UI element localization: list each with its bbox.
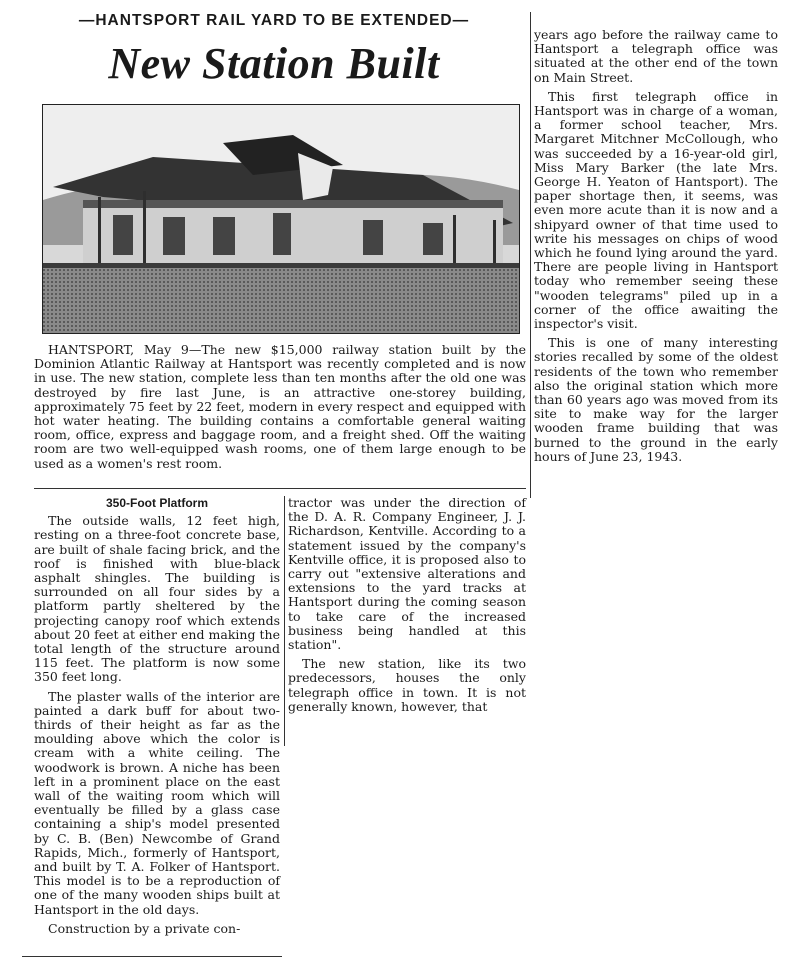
lede-text: HANTSPORT, May 9—The new $15,000 railway station built by the Dominion Atlantic Railway at Hantsport was recently completed and is now in use. The new station, complete less than ten months after the old one was destroyed by fire last June, is an attractive one-storey building, approximately 75 feet by 22 feet, modern in every respect and equipped with hot water heating. The building contains a comfortable general waiting room, office, express and baggage room, and a freight shed. Off the waiting room are two well-equipped wash rooms, one of them large enough to be used as a women's rest room. bbox=[34, 342, 526, 471]
col3-paragraph: years ago before the railway came to Hantsport a telegraph office was situated at the other end of the town on Main Street. bbox=[534, 27, 778, 85]
station-photo-icon bbox=[43, 105, 519, 333]
bottom-rule bbox=[22, 956, 282, 957]
column-rule-2 bbox=[530, 12, 531, 498]
column-rule-1 bbox=[284, 496, 285, 746]
col3-paragraph: This is one of many interesting stories recalled by some of the oldest residents of the town who remember also the original station which more than 60 years ago was moved from its site to make way for the larger wooden frame building that was burned to the ground in the early hours of June 23, 1943. bbox=[534, 335, 778, 464]
col1-paragraph: The plaster walls of the interior are painted a dark buff for about two-thirds of their height as far as the moulding above which the color is cream with a white ceiling. The woodwork is brown. A niche has been left in a prominent place on the east wall of the waiting room which will eventually be filled by a glass case containing a ship's model presented by C. B. (Ben) Newcombe of Grand Rapids, Mich., formerly of Hantsport, and built by T. A. Folker of Hantsport. This model is to be a reproduction of one of the many wooden ships built at Hantsport in the old days. bbox=[34, 688, 280, 917]
station-photo bbox=[42, 104, 520, 334]
body-column-3 bbox=[534, 28, 778, 469]
kicker-headline: —HANTSPORT RAIL YARD TO BE EXTENDED— bbox=[78, 12, 470, 29]
body-column-1 bbox=[34, 496, 280, 941]
subheading: 350-Foot Platform bbox=[105, 496, 208, 510]
col3-paragraph: This first telegraph office in Hantsport was in charge of a woman, a former school teacher, Mrs. Margaret Mitchner McCollough, who was succeeded by a 16-year-old girl, Miss Mary Barker (the late Mrs. George H. Yeaton of Hantsport). The paper shortage then, it seems, was even more acute than it is now and a shipyard owner of that time used to write his messages on chips of wood which he found lying around the yard. There are people living in Hantsport today who remember seeing these "wooden telegrams" piled up in a corner of the office awaiting the inspector's visit. bbox=[534, 88, 778, 332]
col1-paragraph: Construction by a private con- bbox=[48, 920, 241, 936]
col2-paragraph: tractor was under the direction of the D. A. R. Company Engineer, J. J. Richardson, Kentville. According to a statement issued by the company's Kentville office, it is proposed also to carry out "extensive alterations and extensions to the yard tracks at Hantsport during the coming season to take care of the increased business being handled at this station". bbox=[288, 495, 526, 653]
lede-paragraph bbox=[34, 343, 526, 476]
col2-paragraph: The new station, like its two predecessors, houses the only telegraph office in town. It is not generally known, however, that bbox=[288, 656, 526, 714]
main-headline: New Station Built bbox=[108, 39, 440, 88]
body-column-2 bbox=[288, 496, 526, 719]
section-divider bbox=[34, 488, 526, 489]
col1-paragraph: The outside walls, 12 feet high, resting on a three-foot concrete base, are built of shale facing brick, and the roof is finished with blue-black asphalt shingles. The building is surrounded on all four sides by a platform partly sheltered by the projecting canopy roof which extends about 20 feet at either end making the total length of the structure around 115 feet. The platform is now some 350 feet long. bbox=[34, 513, 280, 685]
newspaper-clipping bbox=[14, 8, 778, 968]
